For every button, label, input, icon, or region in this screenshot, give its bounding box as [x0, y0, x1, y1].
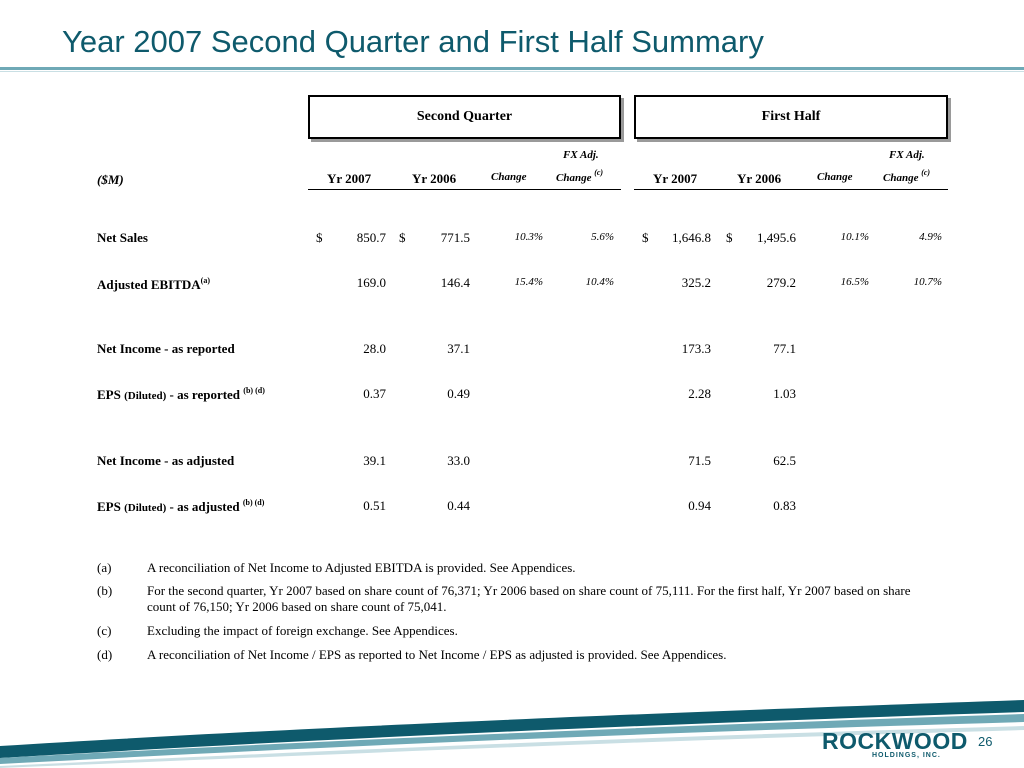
fx-change-cell: 4.9%	[919, 231, 942, 243]
value-cell: 1.03	[773, 386, 796, 401]
h-header-rule	[634, 189, 948, 190]
value-cell: 0.49	[447, 386, 470, 401]
unit-label: ($M)	[97, 172, 124, 187]
value-cell: 1,495.6	[757, 230, 796, 245]
currency-symbol: $	[642, 230, 649, 245]
value-cell: 0.44	[447, 498, 470, 513]
value-cell: 850.7	[356, 230, 386, 245]
q-header-rule	[308, 189, 621, 190]
row-label: EPS (Diluted) - as adjusted $^{(b) (d)}$	[97, 498, 265, 514]
value-cell: 0.83	[773, 498, 796, 513]
q-fxchange-header: Change $^{(c)}$	[556, 168, 604, 184]
footnote-text: Excluding the impact of foreign exchange. See Appendices.	[147, 623, 458, 638]
title-divider-light	[0, 71, 1024, 72]
value-cell: 1,646.8	[672, 230, 711, 245]
footnote-text: A reconciliation of Net Income / EPS as reported to Net Income / EPS as adjusted is provided. See Appendices.	[147, 647, 727, 662]
rockwood-logo-subtitle: HOLDINGS, INC.	[872, 752, 941, 759]
row-label: Net Income - as reported	[97, 341, 235, 356]
q-fxadj-header: FX Adj.	[563, 149, 599, 161]
value-cell: 37.1	[447, 341, 470, 356]
h-yr2007-header: Yr 2007	[653, 171, 698, 186]
h-fxadj-header: FX Adj.	[889, 149, 925, 161]
title-divider	[0, 67, 1024, 70]
footnote-label: (a)	[97, 560, 112, 575]
value-cell: 0.37	[363, 386, 386, 401]
row-label: EPS (Diluted) - as reported $^{(b) (d)}$	[97, 386, 265, 402]
page-number: 26	[978, 734, 993, 749]
value-cell: 325.2	[681, 275, 711, 290]
value-cell: 28.0	[363, 341, 386, 356]
first-half-header: First Half	[634, 95, 948, 139]
footnote-label: (d)	[97, 647, 113, 662]
row-label: Net Income - as adjusted	[97, 453, 235, 468]
value-cell: 0.94	[688, 498, 711, 513]
page-title: Year 2007 Second Quarter and First Half Summary	[62, 24, 764, 59]
h-change-header: Change	[817, 171, 853, 183]
fx-change-cell: 10.7%	[913, 276, 942, 288]
value-cell: 279.2	[766, 275, 796, 290]
value-cell: 169.0	[356, 275, 386, 290]
fx-change-cell: 5.6%	[591, 231, 614, 243]
q-yr2007-header: Yr 2007	[327, 171, 372, 186]
value-cell: 2.28	[688, 386, 711, 401]
change-cell: 10.1%	[840, 231, 869, 243]
h-fxchange-header: Change $^{(c)}$	[883, 168, 931, 184]
value-cell: 146.4	[440, 275, 470, 290]
footnote-text: For the second quarter, Yr 2007 based on share count of 76,371; Yr 2006 based on share count of 75,111. For the first half, Yr 2007 based on share count of 76,150; Yr 2006 based on share count of 75,041.	[147, 583, 911, 614]
currency-symbol: $	[726, 230, 733, 245]
currency-symbol: $	[399, 230, 406, 245]
value-cell: 771.5	[440, 230, 470, 245]
q-yr2006-header: Yr 2006	[412, 171, 457, 186]
footnote-text: A reconciliation of Net Income to Adjusted EBITDA is provided. See Appendices.	[147, 560, 576, 575]
change-cell: 15.4%	[514, 276, 543, 288]
rockwood-logo: ROCKWOOD	[822, 728, 968, 754]
change-cell: 10.3%	[514, 231, 543, 243]
value-cell: 33.0	[447, 453, 470, 468]
footnote-label: (b)	[97, 583, 113, 598]
row-label: Net Sales	[97, 230, 148, 245]
row-label: Adjusted EBITDA$^{(a)}$	[97, 276, 210, 292]
fx-change-cell: 10.4%	[585, 276, 614, 288]
value-cell: 62.5	[773, 453, 796, 468]
change-cell: 16.5%	[840, 276, 869, 288]
q-change-header: Change	[491, 171, 527, 183]
currency-symbol: $	[316, 230, 323, 245]
h-yr2006-header: Yr 2006	[737, 171, 782, 186]
second-quarter-header: Second Quarter	[308, 95, 621, 139]
footnote-label: (c)	[97, 623, 112, 638]
value-cell: 173.3	[681, 341, 711, 356]
value-cell: 77.1	[773, 341, 796, 356]
value-cell: 0.51	[363, 498, 386, 513]
value-cell: 39.1	[363, 453, 386, 468]
value-cell: 71.5	[688, 453, 711, 468]
